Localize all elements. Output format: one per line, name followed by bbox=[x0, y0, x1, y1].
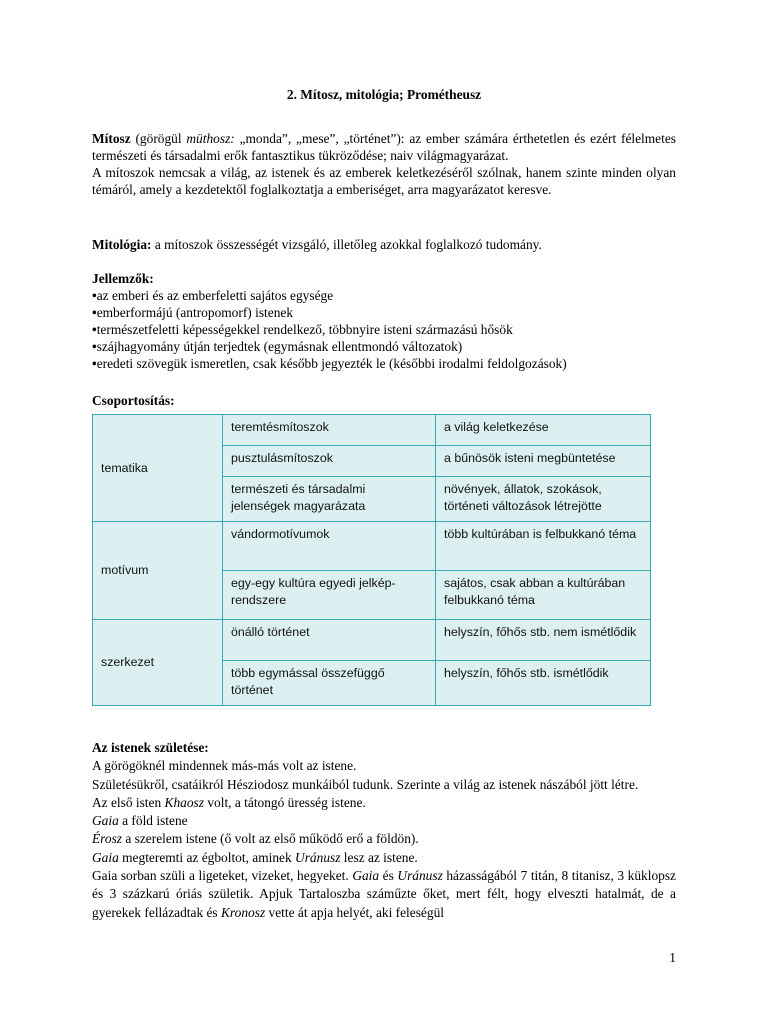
group-name: tematika bbox=[93, 415, 223, 522]
csoportositas-heading bbox=[92, 392, 676, 409]
page-title: 2. Mítosz, mitológia; Prométheusz bbox=[286, 87, 482, 102]
group-name: szerkezet bbox=[93, 620, 223, 706]
list-item: • természetfeletti képességekkel rendelkező, többnyire isteni származású hősök bbox=[92, 321, 676, 338]
table-row bbox=[93, 620, 651, 661]
page-number: 1 bbox=[669, 950, 676, 965]
list-item: • az emberi és az emberfeletti sajátos egysége bbox=[92, 287, 676, 304]
table-cell: több egymással összefüggő történet bbox=[223, 661, 436, 706]
list-item: • szájhagyomány útján terjedtek (egymásnak ellentmondó változatok) bbox=[92, 338, 676, 355]
grouping-table bbox=[92, 414, 651, 706]
table-cell: egy-egy kultúra egyedi jelkép-rendszere bbox=[223, 571, 436, 620]
table-cell: növények, állatok, szokások, történeti változások létrejötte bbox=[436, 477, 651, 522]
istenek-line: Gaia sorban szüli a ligeteket, vizeket, hegyeket. Gaia és Uránusz házasságából 7 titán, 8 titanisz, 3 küklopsz és 3 százkarú óriás születik. Apjuk Tartaloszba száműzte őket, mert félt, hogy elveszti hatalmát, de a gyerekek fellázadtak és Kronosz vette át apja helyét, aki feleségül bbox=[92, 868, 676, 920]
mitosz-text-pre: (görögül bbox=[130, 131, 187, 146]
istenek-line: Gaia megteremti az égboltot, aminek Uránusz lesz az istene. bbox=[92, 849, 418, 865]
mitosz-text-post: „monda”, „mese”, „történet”): az ember számára érthetetlen és ezért félelmetes természeti és társadalmi erők fantasztikus tükröződése; naiv világmagyarázat. bbox=[92, 131, 677, 163]
list-item: • emberformájú (antropomorf) istenek bbox=[92, 304, 676, 321]
istenek-line: Születésükről, csatáikról Hésziodosz munkáiból tudunk. Szerinte a világ az istenek nászából jött létre. bbox=[92, 776, 639, 792]
jellemzok-list bbox=[92, 287, 676, 372]
table-cell: teremtésmítoszok bbox=[223, 415, 436, 446]
jellemzok-section bbox=[92, 270, 676, 372]
table-cell: több kultúrában is felbukkanó téma bbox=[436, 522, 651, 571]
table-cell: önálló történet bbox=[223, 620, 436, 661]
table-cell: a bűnösök isteni megbüntetése bbox=[436, 446, 651, 477]
mitologia-text: a mítoszok összességét vizsgáló, illetőleg azokkal foglalkozó tudomány. bbox=[151, 237, 542, 252]
table-row bbox=[93, 522, 651, 571]
mitosz-greek: müthosz: bbox=[186, 131, 235, 146]
table-cell: helyszín, főhős stb. nem ismétlődik bbox=[436, 620, 651, 661]
table-cell: helyszín, főhős stb. ismétlődik bbox=[436, 661, 651, 706]
table-cell: természeti és társadalmi jelenségek magyarázata bbox=[223, 477, 436, 522]
istenek-line: A görögöknél mindennek más-más volt az istene. bbox=[92, 758, 357, 774]
mitosz-definition bbox=[92, 130, 676, 198]
list-item: • eredeti szövegük ismeretlen, csak később jegyezték le (későbbi irodalmi feldolgozások) bbox=[92, 355, 676, 372]
mitologia-definition bbox=[92, 236, 676, 253]
mitosz-paragraph-2: A mítoszok nemcsak a világ, az istenek és az emberek keletkezéséről szólnak, hanem szinte minden olyan témáról, amely a kezdetektől foglalkoztatja a emberiséget, arra magyarázatot keresve. bbox=[92, 165, 676, 197]
table-row bbox=[93, 415, 651, 446]
istenek-line: Gaia a föld istene bbox=[92, 813, 188, 829]
jellemzok-heading: Jellemzők: bbox=[92, 271, 154, 286]
table-cell: sajátos, csak abban a kultúrában felbukkanó téma bbox=[436, 571, 651, 620]
mitologia-term: Mitológia: bbox=[92, 237, 152, 252]
istenek-section bbox=[92, 739, 676, 922]
istenek-line: Az első isten Khaosz volt, a tátongó üresség istene. bbox=[92, 794, 366, 810]
istenek-line: Érosz a szerelem istene (ő volt az első működő erő a földön). bbox=[92, 831, 419, 847]
table-cell: a világ keletkezése bbox=[436, 415, 651, 446]
istenek-heading: Az istenek születése: bbox=[92, 740, 209, 755]
table-cell: vándormotívumok bbox=[223, 522, 436, 571]
csoportositas-heading-text: Csoportosítás: bbox=[92, 393, 175, 408]
group-name: motívum bbox=[93, 522, 223, 620]
mitosz-term: Mítosz bbox=[92, 131, 131, 146]
table-cell: pusztulásmítoszok bbox=[223, 446, 436, 477]
